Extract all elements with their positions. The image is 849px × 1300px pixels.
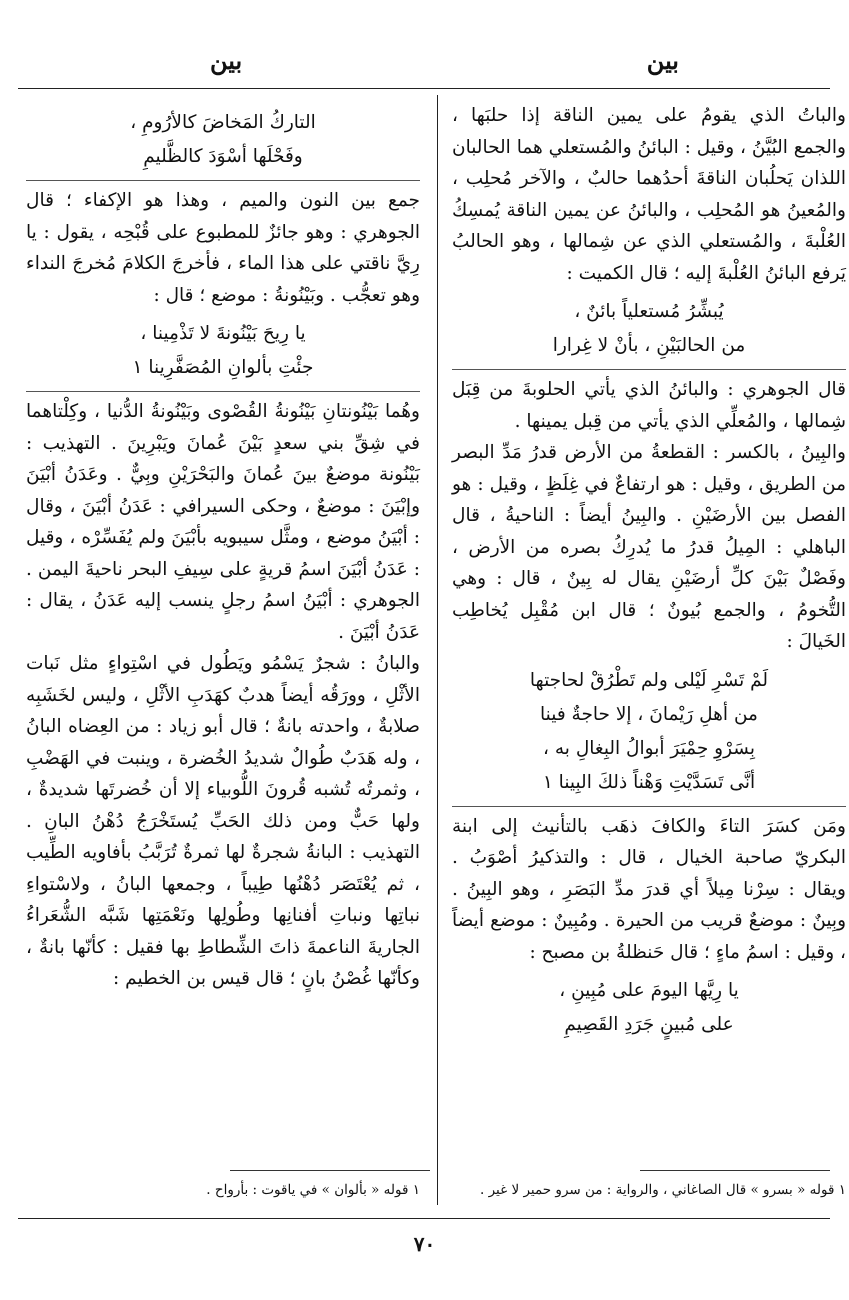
verse-line: من أهلِ رَيْمانَ ، إلا حاجةٌ فينا	[540, 703, 758, 725]
verse	[26, 317, 420, 385]
separator	[26, 180, 420, 181]
page-number: ٧٠	[413, 1232, 436, 1256]
paragraph: والباتُ الذي يقومُ على يمين الناقة إذا حلبَها ، والجمع البُيَّنُ ، وقيل : البائنُ والمُستعلي هما الحالبان اللذان يَحلُبان الناقةَ أحدُهما حالبٌ ، والآخر مُحلِب ، والمُعينُ هو المُحلِب ، والبائنُ عن يمين الناقة يُمسِكُ العُلْبةَ ، والمُستعلي الذي عن شِمالها ، وهو الحالبُ يَرفع البائنُ العُلْبةَ إليه ؛ قال الكميت :	[452, 105, 846, 284]
footnote-right: ١ قوله « بسرو » قال الصاغاني ، والرواية : من سرو حمير لا غير .	[480, 1182, 846, 1198]
verse	[26, 106, 420, 174]
paragraph: والبانُ : شجرٌ يَسْمُو ويَطُول في اسْتِواءٍ مثل نَبات الأثْلِ ، وورَقُه أيضاً هدبٌ كهَدَبِ الأثْلِ ، وليس لخَشَبِه صلابةٌ ، واحدته بانةٌ ؛ قال أبو زياد : من العِضاه البانُ ، وله هَدَبٌ طُوالٌ شديدُ الخُضرة ، وينبت في الهَضْبِ ، وثمرتُه تُشبه قُرونَ اللُّوبياء إلا أن خُضرتَها شديدةٌ ، ولها حَبٌّ ومن ذلك الحَبِّ يُستَخْرَجُ دُهْنُ البانِ . التهذيب : البانةُ شجرةٌ لها ثمرةٌ تُرَبَّبُ بأفاويه الطِّيب ، ثم يُعْتَصَر دُهْنُها طِيباً ، وجمعها البانُ ، ولاسْتواءِ نباتِها ونباتِ أفنانِها وطُولِها ونَعْمَتِها شَبَّه الشُّعَراءُ الجاريةَ الناعمةَ ذاتَ الشِّطاطِ بها فقيل : كأنّها بانةٌ ، وكأنّها غُصْنُ بانٍ ؛ قال قيس بن الخطيم :	[26, 653, 420, 989]
separator	[452, 806, 846, 807]
footnote-left: ١ قوله « بألوان » في ياقوت : بأرواح .	[206, 1182, 420, 1198]
verse-line: وفَحْلَها أسْوَدَ كالظَّليمِ	[143, 146, 303, 167]
verse-line: يا رِيَّها اليومَ على مُبِينِ ،	[559, 980, 739, 1001]
paragraph: جمع بين النون والميم ، وهذا هو الإكفاء ؛ قال الجوهري : وهو جائزٌ للمطبوع على قُبْحِه ، يقول : يا رِيَّ ناقتي على هذا الماء ، فأخرجَ الكلامَ مُخرجَ النداء وهو تعجُّب . وبَيْنُونةُ : موضع ؛ قال :	[26, 190, 420, 306]
verse-line: يُبشِّرُ مُستعلياً بائنٌ ،	[574, 301, 724, 322]
verse	[452, 664, 846, 800]
paragraph: وهُما بَيْنُونتانِ بَيْنُونةُ القُصْوى وبَيْنُونةُ الدُّنيا ، وكِلْتاهما في شِقِّ بني سعدٍ بَيْنَ عُمانَ ويَبْرِينَ . التهذيب : بَيْنُونة موضعٌ بينَ عُمانَ والبَحْرَيْنِ وبِيٌّ . وعَدَنُ أبْيَنَ وإبْيَنَ : موضعٌ ، وحكى السيرافي : عَدَنُ أبْيَنَ ، وقال : أبْيَنُ موضع ، ومثَّل سيبويه بأبْيَنَ ولم يُفَسِّرْه ، وقيل : عَدَنُ أبْيَنَ اسمُ قريةٍ على سِيفِ البحر ناحيةَ اليمن . الجوهري : أبْيَنُ اسمُ رجلٍ ينسب إليه عَدَنُ ، يقال : عَدَنُ أبْيَنَ .	[26, 401, 420, 643]
footnote-rule	[640, 1170, 830, 1171]
verse-line: التاركُ المَخاضَ كالأرُومِ ،	[130, 112, 316, 133]
verse	[452, 295, 846, 363]
top-rule	[18, 88, 830, 89]
paragraph: ومَن كسَرَ التاءَ والكافَ ذهَب بالتأنيث إلى ابنة البكريّ صاحبة الخيال ، قال : والتذكيرُ أصْوَبُ . ويقال : سِرْنا مِيلاً أي قدرَ مدِّ البَصَرِ ، وهو البِينُ . وبِينٌ : موضعٌ قريب من الحيرة . ومُبِينٌ : موضع أيضاً ، وقيل : اسمُ ماءٍ ؛ قال حَنظلةُ بن مصبح :	[452, 815, 846, 963]
separator	[452, 369, 846, 370]
verse-line: أنَّى تَسَدَّيْتِ وَهْناً ذلكَ البِينا ١	[542, 771, 756, 793]
verse-line: يا رِيحَ بَيْنُونةَ لا تَذْمِينا ،	[140, 323, 306, 344]
left-column	[26, 100, 420, 995]
paragraph: والبِينُ ، بالكسر : القطعةُ من الأرض قدرُ مَدِّ البصر من الطريق ، وقيل : هو ارتفاعٌ في غِلَظٍ ، وقيل : هو الفصل بين الأرضَيْنِ . والبِينُ أيضاً : الناحيةُ ، قال الباهلي : المِيلُ قدرُ ما يُدرِكُ بصره من الأرض ، وفَصْلٌ بَيْنَ كلِّ أرضَيْنِ يقال له بِينٌ ، قال : وهي التُّخومُ ، والجمع بُيونٌ ؛ قال ابن مُقْبِل يُخاطِب الخَيالَ :	[452, 442, 846, 652]
footnote-rule	[230, 1170, 430, 1171]
verse	[452, 974, 846, 1042]
page-header	[0, 40, 849, 80]
verse-line: لَمْ تَسْرِ لَيْلى ولم تَطْرُقْ لحاجتها	[529, 669, 769, 691]
headword-left: بين	[210, 46, 243, 75]
verse-line: بِسَرْوِ حِمْيَرَ أبوالُ البِغالِ به ،	[543, 737, 755, 759]
separator	[26, 391, 420, 392]
column-divider	[437, 95, 438, 1205]
verse-line: جئْتِ بألوانِ المُصَفَّرِينا ١	[132, 357, 314, 378]
paragraph: قال الجوهري : والبائنُ الذي يأتي الحلوبةَ من قِبَل شِمالها ، والمُعلِّي الذي يأتي من قِبل يمينها .	[452, 379, 846, 432]
headword-right: بين	[646, 46, 679, 75]
right-column	[452, 100, 846, 1048]
verse-line: من الحالبَيْنِ ، بأنْ لا غِرارا	[552, 335, 746, 356]
bottom-rule	[18, 1218, 830, 1219]
verse-line: على مُبينٍ جَرَدِ القَصِيمِ	[564, 1014, 734, 1035]
